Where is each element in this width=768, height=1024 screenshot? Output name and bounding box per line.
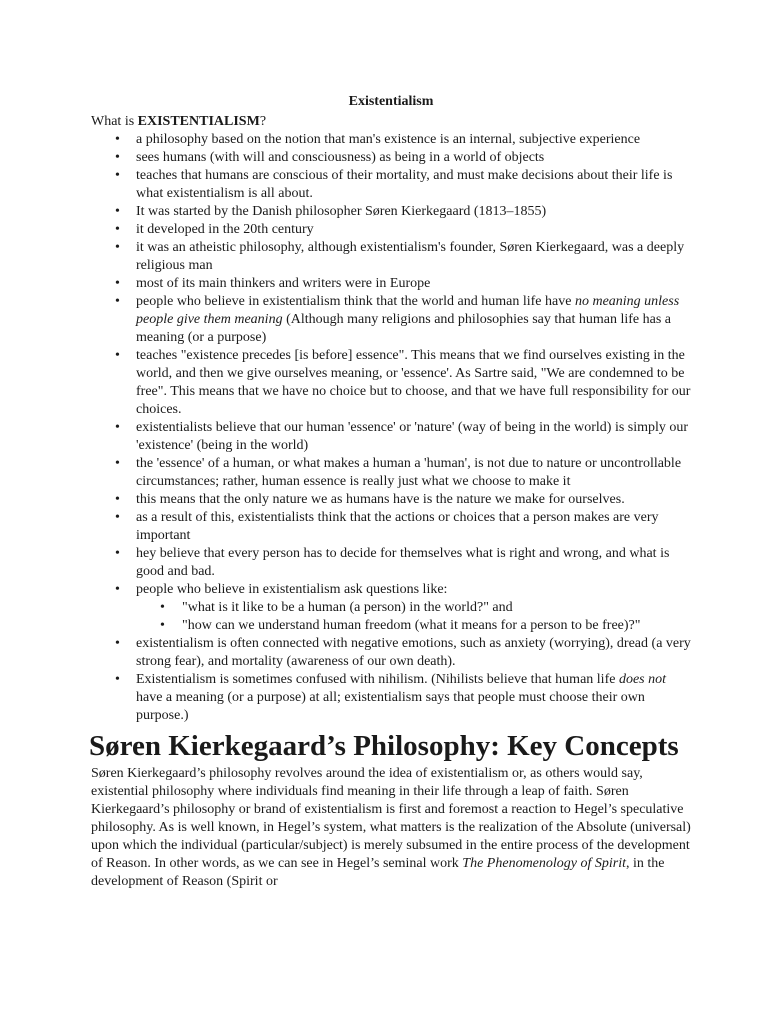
- list-item: • sees humans (with will and consciousness) as being in a world of objects: [91, 149, 691, 167]
- list-item: • it developed in the 20th century: [91, 221, 691, 239]
- nihilism-text-before: Existentialism is sometimes confused with nihilism. (Nihilists believe that human life: [136, 672, 619, 687]
- list-item: • existentialism is often connected with negative emotions, such as anxiety (worrying), dread (a very strong fear), and mortality (awareness of our own death).: [91, 635, 691, 671]
- question-item: • "what is it like to be a human (a person) in the world?" and: [91, 599, 691, 617]
- document-page: [91, 92, 691, 891]
- meaning-text-italic: no meaning unless people give them meaning: [136, 294, 680, 327]
- list-item: • as a result of this, existentialists think that the actions or choices that a person makes are very important: [91, 509, 691, 545]
- list-item: • teaches "existence precedes [is before] essence". This means that we find ourselves existing in the world, and then we give ourselves meaning, or 'essence'. As Sartre said, "We are condemned to be free". This means that we have no choice but to choose, and that we have full responsibility for our choices.: [91, 347, 691, 419]
- nihilism-text-italic: does not: [618, 672, 667, 687]
- list-item: • most of its main thinkers and writers were in Europe: [91, 275, 691, 293]
- list-item-meaning: [91, 293, 691, 347]
- question-item: • "how can we understand human freedom (what it means for a person to be free)?": [91, 617, 691, 635]
- meaning-text-after: (Although many religions and philosophies say that human life has a meaning (or a purpose): [136, 312, 671, 345]
- list-item: • teaches that humans are conscious of their mortality, and must make decisions about their life is what existentialism is all about.: [91, 167, 691, 203]
- nihilism-text-after: have a meaning (or a purpose) at all; existentialism says that people must choose their own purpose.): [136, 690, 645, 723]
- paragraph-text-before: Søren Kierkegaard’s philosophy revolves around the idea of existentialism or, as others would say, existential philosophy where individuals find meaning in their life through a leap of faith. Søren Kierkegaard’s philosophy or brand of existentialism is first and foremost a reaction to Hegel’s speculative philosophy. As is well known, in Hegel’s system, what matters is the realization of the Absolute (universal) upon which the individual (particular/subject) is merely subsumed in the entire process of the development of Reason. In other words, as we can see in Hegel’s seminal work: [91, 766, 691, 871]
- document-title: Existentialism: [348, 94, 434, 109]
- paragraph-book-title: The Phenomenology of Spirit: [462, 856, 626, 871]
- list-item: • a philosophy based on the notion that man's existence is an internal, subjective experience: [91, 131, 691, 149]
- list-item-questions: [91, 581, 691, 635]
- list-item: • hey believe that every person has to decide for themselves what is right and wrong, and what is good and bad.: [91, 545, 691, 581]
- meaning-text-before: people who believe in existentialism think that the world and human life have: [136, 294, 575, 309]
- list-item: • It was started by the Danish philosopher Søren Kierkegaard (1813–1855): [91, 203, 691, 221]
- definition-list: [91, 131, 691, 725]
- list-item-nihilism: [91, 671, 691, 725]
- questions-intro: people who believe in existentialism ask questions like:: [136, 582, 448, 597]
- intro-term: EXISTENTIALISM: [137, 114, 260, 129]
- list-item: • existentialists believe that our human 'essence' or 'nature' (way of being in the world) is simply our 'existence' (being in the world): [91, 419, 691, 455]
- intro-prefix: What is: [91, 114, 138, 129]
- paragraph-text-after: , in the development of Reason (Spirit or: [91, 856, 665, 889]
- intro-question: [91, 112, 691, 131]
- section-paragraph: [91, 765, 691, 891]
- intro-suffix: ?: [259, 114, 267, 129]
- questions-list: [136, 599, 691, 635]
- section-heading: Søren Kierkegaard’s Philosophy: Key Concepts: [89, 730, 679, 762]
- list-item: • this means that the only nature we as humans have is the nature we make for ourselves.: [91, 491, 691, 509]
- list-item: • the 'essence' of a human, or what makes a human a 'human', is not due to nature or uncontrollable circumstances; rather, human essence is really just what we choose to make it: [91, 455, 691, 491]
- list-item: • it was an atheistic philosophy, although existentialism's founder, Søren Kierkegaard, was a deeply religious man: [91, 239, 691, 275]
